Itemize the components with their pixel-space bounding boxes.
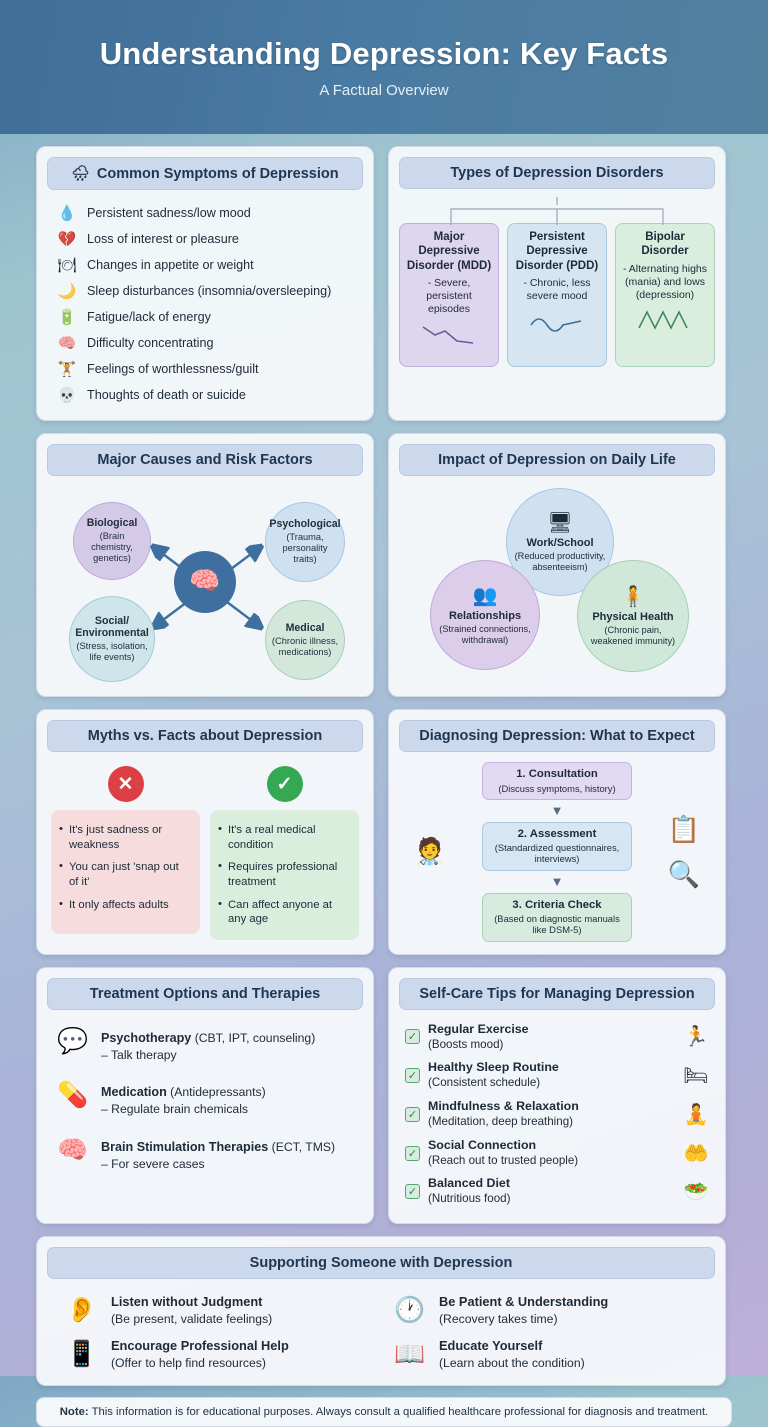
list-item: 🔋 Fatigue/lack of energy [57, 309, 211, 326]
myths-column [51, 764, 200, 940]
card-selfcare [388, 967, 726, 1225]
rain-cloud-icon: 🌧 [71, 166, 90, 182]
support-educate: 📖 Educate Yourself (Learn about the condition) [394, 1338, 585, 1370]
treatment-list [47, 1018, 363, 1181]
list-item: ✓ Healthy Sleep Routine (Consistent schedule) 🛏 [399, 1056, 715, 1095]
water-drop-icon: 💧 [57, 205, 77, 222]
card-impact [388, 433, 726, 697]
check-icon: ✓ [405, 1068, 420, 1083]
support-grid [47, 1287, 715, 1373]
list-item: ✓ Social Connection (Reach out to trusted people) 🤲 [399, 1134, 715, 1173]
myths-columns [47, 760, 363, 940]
weight-icon: 🏋 [57, 361, 77, 378]
cross-icon: ✕ [108, 766, 144, 802]
diagnosis-left-illustration [401, 836, 459, 867]
type-box-bipolar: Bipolar Disorder - Alternating highs (mania) and lows (depression) [615, 223, 715, 367]
card-causes-title: Major Causes and Risk Factors [47, 444, 363, 476]
brain-gear-icon: 🧠 [57, 335, 77, 352]
type-box-pdd: Persistent Depressive Disorder (PDD) - Chronic, less severe mood [507, 223, 607, 367]
list-item: • You can just 'snap out of it' [57, 856, 192, 893]
check-icon: ✓ [405, 1146, 420, 1161]
two-people-icon: 👥 [472, 584, 498, 607]
clock-heart-icon: 🕐 [394, 1295, 426, 1324]
doctor-patient-icon: 🧑‍⚕️ [413, 836, 447, 867]
card-support [36, 1236, 726, 1386]
list-item: 💀 Thoughts of death or suicide [57, 387, 246, 404]
head-brain-icon: 🧠 [57, 1135, 89, 1164]
list-item: 🧠 Difficulty concentrating [57, 335, 214, 352]
card-treatment [36, 967, 374, 1225]
low-battery-icon: 🔋 [57, 309, 77, 326]
card-types-title: Types of Depression Disorders [399, 157, 715, 189]
checklist-magnifier-icon: 🔍 [667, 858, 701, 889]
support-listen: 👂 Listen without Judgment (Be present, validate feelings) [66, 1294, 273, 1326]
footer-note-text: This information is for educational purposes. Always consult a qualified healthcare professional for diagnosis and treatment. [88, 1406, 709, 1419]
card-treatment-title: Treatment Options and Therapies [47, 978, 363, 1010]
list-item: 🌙 Sleep disturbances (insomnia/oversleeping) [57, 283, 332, 300]
card-selfcare-title: Self-Care Tips for Managing Depression [399, 978, 715, 1010]
list-item: • It only affects adults [57, 894, 192, 917]
diagnosis-right-illustration [655, 814, 713, 890]
broken-heart-icon: 💔 [57, 231, 77, 248]
arrow-down-icon: ▼ [550, 802, 564, 818]
types-boxes [399, 223, 715, 367]
card-myths [36, 709, 374, 955]
wave-line-icon [527, 307, 587, 333]
person-pain-icon: 🧍 [620, 585, 646, 608]
speech-bubbles-icon: 💬 [57, 1026, 89, 1055]
list-item: ✓ Mindfulness & Relaxation (Meditation, deep breathing) 🧘 [399, 1095, 715, 1134]
type-box-mdd: Major Depressive Disorder (MDD) - Severe, persistent episodes [399, 223, 499, 367]
arrow-down-icon: ▼ [550, 873, 564, 889]
diagnosis-step-criteria-check: 3. Criteria Check (Based on diagnostic manuals like DSM-5) [482, 893, 632, 942]
myths-panel [51, 810, 200, 934]
support-patience: 🕐 Be Patient & Understanding (Recovery takes time) [394, 1294, 609, 1326]
card-diagnosis-title: Diagnosing Depression: What to Expect [399, 720, 715, 752]
types-diagram [399, 197, 715, 367]
hands-heart-icon: 🤲 [683, 1142, 709, 1165]
list-item: • Can affect anyone at any age [216, 894, 351, 931]
desk-clock-icon: 🖥 [547, 511, 573, 534]
page-header [0, 0, 768, 134]
facts-column [210, 764, 359, 940]
meditation-icon: 🧘 [683, 1103, 709, 1126]
check-icon: ✓ [405, 1107, 420, 1122]
clipboard-pen-icon: 📋 [667, 813, 701, 844]
diagnosis-step-consultation: 1. Consultation (Discuss symptoms, history) [482, 762, 632, 800]
symptoms-list [47, 198, 363, 408]
causes-diagram [47, 484, 363, 679]
cause-medical: Medical (Chronic illness, medications) [265, 600, 345, 680]
list-item: 🧠 Brain Stimulation Therapies (ECT, TMS) – For severe cases [47, 1127, 363, 1181]
list-item: • It's a real medical condition [216, 819, 351, 856]
crescent-moon-icon: 🌙 [57, 283, 77, 300]
card-symptoms [36, 146, 374, 421]
ear-icon: 👂 [66, 1295, 98, 1324]
list-item: • It's just sadness or weakness [57, 819, 192, 856]
card-support-title: Supporting Someone with Depression [47, 1247, 715, 1279]
footer-note-label: Note: [59, 1406, 89, 1419]
list-item: 🍽 Changes in appetite or weight [57, 257, 254, 274]
pill-bottle-icon: 💊 [57, 1081, 89, 1110]
diagnosis-diagram [399, 760, 715, 942]
check-icon: ✓ [405, 1184, 420, 1199]
skull-icon: 💀 [57, 387, 77, 404]
impact-diagram [399, 484, 715, 684]
list-item: 💊 Medication (Antidepressants) – Regulate brain chemicals [47, 1072, 363, 1126]
zigzag-line-icon [635, 306, 695, 332]
cause-social-environmental: Social/ Environmental (Stress, isolation, life events) [69, 596, 155, 682]
footer-note [36, 1397, 732, 1427]
diagnosis-steps [465, 762, 649, 942]
declining-line-icon [419, 321, 479, 347]
card-myths-title: Myths vs. Facts about Depression [47, 720, 363, 752]
types-connector [399, 197, 715, 227]
bed-icon: 🛏 [683, 1065, 709, 1088]
page-title: Understanding Depression: Key Facts [99, 35, 669, 71]
facts-panel [210, 810, 359, 940]
phone-hand-icon: 📱 [66, 1339, 98, 1368]
list-item: 💧 Persistent sadness/low mood [57, 205, 251, 222]
list-item: 💬 Psychotherapy (CBT, IPT, counseling) – Talk therapy [47, 1018, 363, 1072]
impact-physical-health: 🧍 Physical Health (Chronic pain, weakened immunity) [577, 560, 689, 672]
cards-grid [0, 134, 768, 1386]
list-item: ✓ Balanced Diet (Nutritious food) 🥗 [399, 1172, 715, 1211]
selfcare-list [399, 1018, 715, 1212]
open-book-icon: 📖 [394, 1339, 426, 1368]
list-item: • Requires professional treatment [216, 856, 351, 893]
card-diagnosis [388, 709, 726, 955]
check-icon: ✓ [267, 766, 303, 802]
support-encourage-help: 📱 Encourage Professional Help (Offer to help find resources) [66, 1338, 289, 1370]
page-subtitle: A Factual Overview [319, 81, 449, 99]
card-causes [36, 433, 374, 697]
impact-work-school: 🖥 Work/School (Reduced productivity, absenteeism) [506, 488, 614, 596]
list-item: 🏋 Feelings of worthlessness/guilt [57, 361, 259, 378]
card-impact-title: Impact of Depression on Daily Life [399, 444, 715, 476]
plate-fork-icon: 🍽 [57, 257, 77, 274]
cause-biological: Biological (Brain chemistry, genetics) [73, 502, 151, 580]
impact-relationships: 👥 Relationships (Strained connections, withdrawal) [430, 560, 540, 670]
runner-icon: 🏃 [683, 1026, 709, 1049]
list-item: 💔 Loss of interest or pleasure [57, 231, 239, 248]
cause-psychological: Psychological (Trauma, personality traits) [265, 502, 345, 582]
brain-icon: 🧠 [174, 551, 236, 613]
salad-bowl-icon: 🥗 [683, 1181, 709, 1204]
card-types [388, 146, 726, 421]
diagnosis-step-assessment: 2. Assessment (Standardized questionnaires, interviews) [482, 822, 632, 871]
card-symptoms-title: 🌧 Common Symptoms of Depression [47, 157, 363, 190]
list-item: ✓ Regular Exercise (Boosts mood) 🏃 [399, 1018, 715, 1057]
check-icon: ✓ [405, 1029, 420, 1044]
